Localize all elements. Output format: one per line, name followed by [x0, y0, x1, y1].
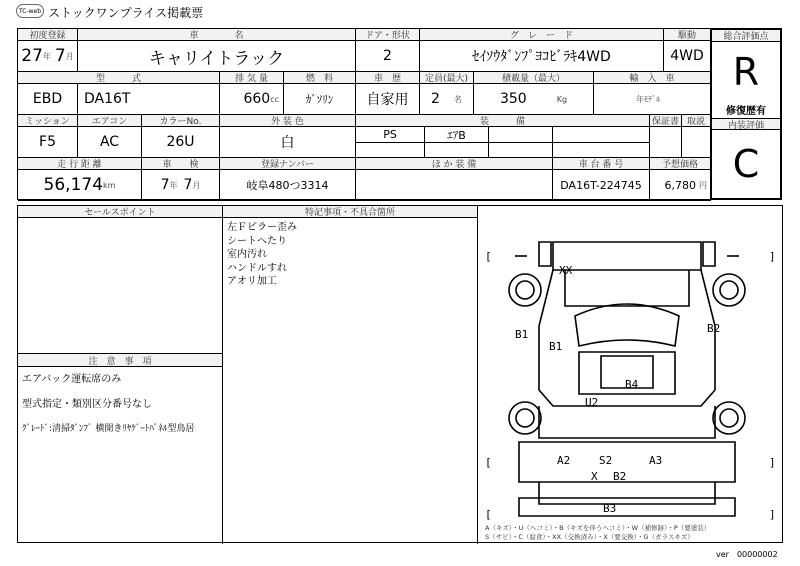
- truck-outline: [479, 206, 783, 544]
- other-equipment: [356, 170, 553, 201]
- grade: ｾｲｿｳﾀﾞﾝﾌﾟﾖｺﾋﾞﾗｷ4WD: [420, 41, 664, 72]
- special-note: シートへたり: [227, 235, 287, 247]
- lower-panel: [17, 205, 783, 543]
- exterior-color: 白: [220, 127, 356, 158]
- header-type: 型 式: [18, 72, 220, 84]
- inspection-month-unit: 月: [192, 180, 201, 190]
- color-no: 26U: [142, 127, 220, 158]
- mileage: [18, 170, 142, 201]
- header-load: 積載量（最大）: [474, 72, 594, 84]
- damage-a3: A3: [649, 454, 663, 467]
- bracket-right-rear: ]: [769, 508, 776, 521]
- load: [474, 84, 594, 115]
- header-fuel: 燃 料: [284, 72, 356, 84]
- import-note: 年ﾓﾃﾞﾙ: [636, 94, 660, 104]
- damage-b4: B4: [625, 378, 639, 391]
- header-plate: 登録ナンバー: [220, 158, 356, 170]
- mileage-value: 56,174: [43, 175, 104, 195]
- price-value: 6,780: [664, 178, 696, 192]
- inspection-month: 7: [183, 177, 193, 193]
- header-capacity: 定員(最大): [420, 72, 474, 84]
- damage-x: X: [591, 470, 598, 483]
- header-color-no: カラーNo.: [142, 115, 220, 127]
- header-drive: 駆動: [664, 29, 711, 41]
- damage-a2: A2: [557, 454, 571, 467]
- score-panel: [710, 28, 782, 200]
- bracket-left-bottom: [: [485, 456, 492, 469]
- car-name: キャリイトラック: [78, 41, 356, 72]
- overall-score-label: 総合評価点: [712, 30, 780, 42]
- bracket-left-top: [: [485, 250, 492, 263]
- damage-u2: U2: [585, 396, 599, 409]
- plate: 岐阜480つ3314: [220, 170, 356, 201]
- damage-b3: B3: [603, 502, 617, 515]
- equipment-3: [489, 127, 553, 143]
- price: [650, 170, 711, 201]
- version-label: ver 00000002: [716, 550, 778, 559]
- header-history: 車 歴: [356, 72, 420, 84]
- page-title: ストックワンプライス掲載票: [48, 6, 204, 20]
- import: [594, 84, 711, 115]
- caution-line-1: エアバック運転席のみ: [22, 374, 122, 385]
- interior-score-label: 内装評価: [712, 118, 780, 130]
- header-first-reg: 初度登録: [18, 29, 78, 41]
- damage-s2: S2: [599, 454, 613, 467]
- header-warranty: 保証書: [650, 115, 682, 127]
- equipment-6: [425, 143, 489, 158]
- damage-xx: XX: [559, 264, 573, 277]
- caution-line-3: ｸﾞﾚｰﾄﾞ:清掃ﾀﾞﾝﾌﾟ 横開きﾘﾔｹﾞｰﾄﾊﾟﾈﾙ型鳥居: [22, 424, 195, 434]
- caution-line-2: 型式指定・類別区分番号なし: [22, 399, 152, 410]
- damage-b2: B2: [707, 322, 721, 335]
- equipment-1: PS: [356, 127, 425, 143]
- mileage-unit: km: [103, 180, 116, 190]
- header-exterior-color: 外 装 色: [220, 115, 356, 127]
- displacement: [220, 84, 284, 115]
- legend-line-2: S（サビ）・C（腐食）・XX（交換済み）・X（要交換）・G（ガラスキズ）: [485, 533, 694, 541]
- bracket-right-bottom: ]: [769, 456, 776, 469]
- special-note: 室内汚れ: [227, 249, 267, 260]
- damage-b1-left: B1: [515, 328, 529, 341]
- special-note: アオリ加工: [227, 276, 277, 287]
- manual: [682, 127, 711, 158]
- damage-legend: [485, 524, 710, 542]
- special-note: 左Ｆピラー歪み: [227, 222, 297, 233]
- header-doors: ドア・形状: [356, 29, 420, 41]
- warranty: [650, 127, 682, 158]
- header-inspection: 車 検: [142, 158, 220, 170]
- bracket-right-top: ]: [769, 250, 776, 263]
- header-import: 輸 入 車: [594, 72, 711, 84]
- sales-point-header: セールスポイント: [18, 206, 223, 218]
- reg-year-unit: 年: [42, 51, 51, 61]
- header-car-name: 車 名: [78, 29, 356, 41]
- capacity-value: 2: [431, 91, 440, 107]
- equipment-7: [489, 143, 553, 158]
- overall-score: R: [732, 50, 760, 94]
- header-mission: ミッション: [18, 115, 78, 127]
- inspection-year-unit: 年: [169, 180, 178, 190]
- mission: F5: [18, 127, 78, 158]
- chassis-no: DA16T-224745: [553, 170, 650, 201]
- damage-diagram: [479, 206, 783, 544]
- special-notes-body: [223, 218, 478, 544]
- displacement-unit: cc: [270, 94, 279, 104]
- header-grade: グ レ ー ド: [420, 29, 664, 41]
- aircon: AC: [78, 127, 142, 158]
- caution-body: [18, 367, 223, 544]
- equipment-5: [356, 143, 425, 158]
- header-mileage: 走 行 距 離: [18, 158, 142, 170]
- equipment-2: ｴｱB: [425, 127, 489, 143]
- overall-note: 修復歴有: [726, 106, 766, 117]
- bracket-left-rear: [: [485, 508, 492, 521]
- inspection: [142, 170, 220, 201]
- info-table: [17, 28, 710, 200]
- damage-b1: B1: [549, 340, 563, 353]
- header-price: 予想価格: [650, 158, 711, 170]
- sales-point-body: [18, 218, 223, 354]
- displacement-value: 660: [243, 91, 271, 107]
- special-notes-header: 特記事項・不具合箇所: [223, 206, 478, 218]
- capacity: [420, 84, 474, 115]
- header-other-equip: ほ か 装 備: [356, 158, 553, 170]
- fuel: ｶﾞｿﾘﾝ: [284, 84, 356, 115]
- doors: 2: [356, 41, 420, 72]
- equipment-8: [553, 143, 650, 158]
- header-aircon: エアコン: [78, 115, 142, 127]
- header-manual: 取説: [682, 115, 711, 127]
- type-model: DA16T: [78, 84, 220, 115]
- load-unit: Kg: [556, 94, 568, 104]
- history: 自家用: [356, 84, 420, 115]
- reg-year: 27: [21, 46, 43, 66]
- caution-header: 注 意 事 項: [18, 354, 223, 367]
- drive: 4WD: [664, 41, 711, 72]
- damage-b2-rear: B2: [613, 470, 627, 483]
- reg-month: 7: [54, 46, 66, 66]
- first-reg-date: [18, 41, 78, 72]
- equipment-4: [553, 127, 650, 143]
- special-note: ハンドルすれ: [227, 262, 287, 274]
- inspection-year: 7: [160, 177, 170, 193]
- capacity-unit: 名: [453, 94, 462, 104]
- header-displacement: 排 気 量: [220, 72, 284, 84]
- load-value: 350: [499, 91, 527, 107]
- reg-month-unit: 月: [65, 51, 74, 61]
- type-prefix: EBD: [18, 84, 78, 115]
- header-chassis: 車 台 番 号: [553, 158, 650, 170]
- interior-score: C: [732, 142, 760, 186]
- price-unit: 円: [699, 180, 707, 190]
- header-equipment: 装 備: [356, 115, 650, 127]
- legend-line-1: A（キズ）・U（ヘコミ）・B（キズを伴うヘコミ）・W（補修跡）・P（要塗装）: [485, 524, 711, 532]
- logo: TC-web: [16, 4, 44, 18]
